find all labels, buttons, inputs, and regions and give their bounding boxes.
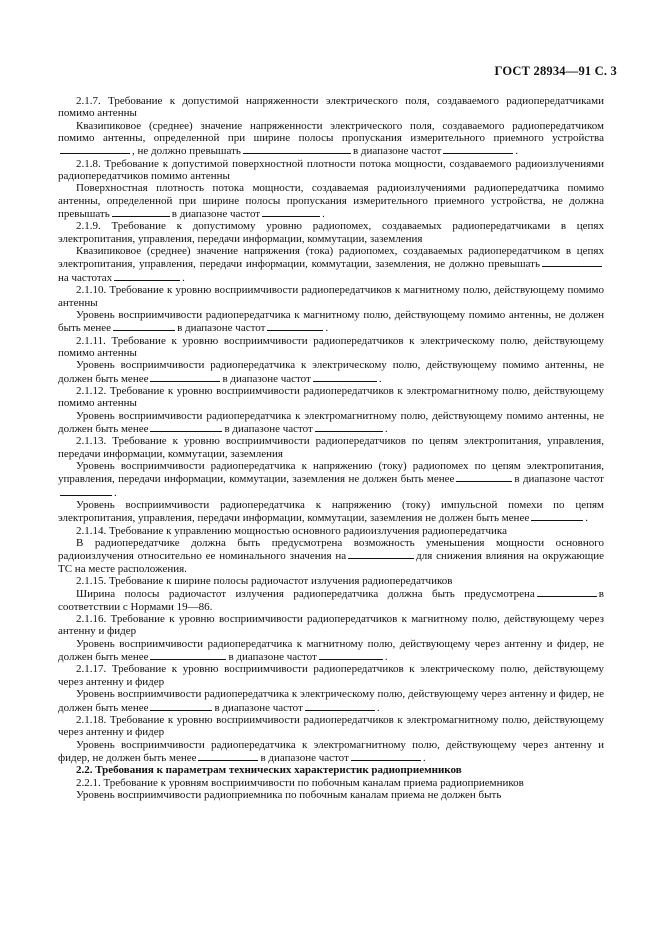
- paragraph: [58, 182, 604, 220]
- paragraph: [58, 220, 604, 245]
- paragraph-text: в диапазоне частот: [222, 372, 311, 385]
- paragraph: [58, 688, 604, 714]
- paragraph-text: .: [376, 701, 380, 714]
- paragraph: [58, 575, 604, 587]
- paragraph-text: 2.1.9. Требование к допустимому уровню радиопомех, создаваемых радиопередатчиками в цепях электропитания, управления, передачи информации, коммутации, заземления: [58, 220, 604, 245]
- paragraph-text: в диапазоне частот: [352, 145, 442, 158]
- paragraph-text: 2.1.8. Требование к допустимой поверхностной плотности потока мощности, создаваемого радиоизлучениями радиопередатчиков помимо антенны: [58, 157, 604, 183]
- paragraph-text: в соответствии с Нормами 19—86.: [58, 588, 604, 613]
- fill-in-blank: [267, 321, 323, 331]
- fill-in-blank: [150, 650, 226, 660]
- paragraph: [58, 410, 604, 436]
- fill-in-blank: [537, 587, 597, 597]
- paragraph: [58, 777, 604, 789]
- paragraph-text: 2.2. Требования к параметрам технических характеристик радиоприемников: [76, 764, 462, 777]
- paragraph-text: Уровень восприимчивости радиопередатчика к напряжению (току) радиопомех по цепям электропитания, управления, передачи информации, коммутации, заземления не должен быть менее: [58, 459, 604, 486]
- paragraph: [58, 714, 604, 739]
- paragraph-text: 2.1.13. Требование к уровню восприимчивости радиопередатчиков по цепям электропитания, управления, передачи информации, коммутации, заземления: [58, 435, 604, 460]
- paragraph-text: Уровень восприимчивости радиопередатчика к напряжению (току) импульсной помехи по цепям электропитания, управления, передачи информации, коммутации, заземления не должен быть менее: [58, 499, 604, 525]
- paragraph-text: 2.1.7. Требование к допустимой напряженности электрического поля, создаваемого радиопередатчиками помимо антенны: [58, 95, 604, 120]
- paragraph-text: 2.1.10. Требование к уровню восприимчивости радиопередатчиков к магнитному полю, действующему помимо антенны: [58, 284, 604, 309]
- paragraph-text: Квазипиковое (среднее) значение напряжения (тока) радиопомех, создаваемых радиопередатчиком в цепях электропитания, управления, передачи информации, коммутации, заземления, не должно превышать: [58, 245, 604, 271]
- paragraph: [58, 385, 604, 410]
- fill-in-blank: [150, 372, 220, 382]
- fill-in-blank: [112, 207, 170, 217]
- paragraph-text: Ширина полосы радиочастот излучения радиопередатчика должна быть предусмотрена: [76, 588, 535, 601]
- paragraph: [58, 663, 604, 688]
- paragraph: [58, 309, 604, 335]
- paragraph: [58, 789, 604, 801]
- paragraph-text: 2.1.11. Требование к уровню восприимчивости радиопередатчиков к электрическому полю, действующему помимо антенны: [58, 334, 604, 359]
- fill-in-blank: [114, 271, 180, 281]
- paragraph-text: .: [384, 651, 388, 664]
- fill-in-blank: [243, 144, 351, 154]
- paragraph: [58, 284, 604, 309]
- paragraph-text: .: [182, 271, 185, 284]
- paragraph-text: Уровень восприимчивости радиопередатчика к электрическому полю, действующему через антенну и фидер, не должен быть менее: [58, 688, 604, 714]
- paragraph-text: на частотах: [58, 271, 113, 284]
- fill-in-blank: [113, 321, 175, 331]
- paragraph-text: 2.1.16. Требование к уровню восприимчивости радиопередатчиков к магнитному полю, действующему через антенну и фидер: [58, 613, 604, 638]
- paragraph-text: в диапазоне частот: [171, 208, 261, 221]
- fill-in-blank: [542, 257, 602, 267]
- paragraph: [58, 638, 604, 664]
- fill-in-blank: [351, 751, 421, 761]
- paragraph-text: .: [422, 751, 426, 764]
- paragraph: [58, 587, 604, 613]
- fill-in-blank: [60, 144, 130, 154]
- paragraph: [58, 359, 604, 385]
- fill-in-blank: [531, 511, 583, 521]
- paragraph-text: 2.1.18. Требование к уровню восприимчивости радиопередатчиков к электромагнитному полю, действующему через антенну и фидер: [58, 713, 604, 739]
- paragraph-text: в диапазоне частот: [228, 651, 317, 664]
- paragraph-text: .: [515, 145, 519, 158]
- fill-in-blank: [150, 422, 222, 432]
- paragraph-text: 2.2.1. Требование к уровням восприимчивости по побочным каналам приема радиоприемников: [76, 776, 524, 789]
- paragraph-text: Уровень восприимчивости радиопередатчика к электрическому полю, действующему помимо антенны, не должен быть менее: [58, 359, 604, 385]
- paragraph-text: Уровень восприимчивости радиопередатчика к магнитному полю, действующему помимо антенны, не должен быть менее: [58, 308, 604, 335]
- fill-in-blank: [262, 207, 320, 217]
- paragraph-text: Уровень восприимчивости радиопередатчика к электромагнитному полю, действующему через антенну и фидер, не должен быть менее: [58, 738, 604, 764]
- paragraph-text: Квазипиковое (среднее) значение напряженности электрического поля, создаваемого радиопередатчиком помимо антенны, определенной при ширине полосы пропускания измерительного приемного устройства: [58, 119, 604, 145]
- paragraph-text: .: [322, 208, 325, 221]
- paragraph-text: в диапазоне частот: [260, 751, 349, 764]
- paragraph-text: 2.1.14. Требование к управлению мощностью основного радиоизлучения радиопередатчика: [76, 524, 507, 537]
- page-header: ГОСТ 28934—91 С. 3: [494, 64, 617, 78]
- paragraph: [58, 613, 604, 638]
- paragraph-text: 2.1.12. Требование к уровню восприимчивости радиопередатчиков к электромагнитному полю, действующему помимо антенны: [58, 384, 604, 410]
- paragraph-text: в диапазоне частот: [177, 322, 266, 335]
- paragraph-text: , не должно превышать: [132, 145, 241, 158]
- paragraph-text: в диапазоне частот: [224, 422, 313, 435]
- paragraph-text: в диапазоне частот: [514, 473, 604, 486]
- paragraph: [58, 499, 604, 525]
- paragraph-text: В радиопередатчике должна быть предусмотрена возможность уменьшения мощности основного радиоизлучения относительно ее номинального значения на: [58, 537, 604, 563]
- paragraph: [58, 158, 604, 183]
- paragraph: [58, 95, 604, 120]
- paragraph-text: .: [114, 486, 117, 499]
- fill-in-blank: [315, 422, 383, 432]
- paragraph: [58, 525, 604, 537]
- paragraph-text: .: [585, 512, 588, 525]
- paragraph-text: .: [384, 422, 388, 435]
- fill-in-blank: [305, 701, 375, 711]
- paragraph-text: для снижения влияния на окружающие ТС на месте расположения.: [58, 550, 604, 575]
- paragraph: [58, 435, 604, 460]
- paragraph-text: 2.1.17. Требование к уровню восприимчивости радиопередатчиков к электрическому полю, действующему через антенну и фидер: [58, 663, 604, 688]
- fill-in-blank: [443, 144, 513, 154]
- paragraph-text: Уровень восприимчивости радиоприемника по побочным каналам приема не должен быть: [76, 788, 502, 801]
- paragraph-text: .: [378, 372, 382, 385]
- paragraph-text: Поверхностная плотность потока мощности, создаваемая радиоизлучениями радиопередатчика помимо антенны, определенной при ширине полосы пропускания измерительного приемного устройства, не должна превышать: [58, 182, 604, 221]
- paragraph: [58, 764, 604, 776]
- fill-in-blank: [313, 372, 377, 382]
- fill-in-blank: [150, 701, 212, 711]
- fill-in-blank: [456, 472, 512, 482]
- paragraph-text: 2.1.15. Требование к ширине полосы радиочастот излучения радиопередатчиков: [76, 575, 453, 588]
- fill-in-blank: [60, 486, 112, 496]
- paragraph-text: Уровень восприимчивости радиопередатчика к электромагнитному полю, действующему помимо антенны, не должен быть менее: [58, 409, 604, 435]
- paragraph: [58, 537, 604, 575]
- paragraph: [58, 245, 604, 284]
- paragraph-text: в диапазоне частот: [214, 701, 303, 714]
- document-body: [58, 95, 604, 801]
- fill-in-blank: [198, 751, 258, 761]
- paragraph-text: .: [325, 322, 329, 335]
- paragraph: [58, 335, 604, 360]
- paragraph-text: Уровень восприимчивости радиопередатчика к магнитному полю, действующему через антенну и фидер, не должен быть менее: [58, 637, 604, 664]
- fill-in-blank: [348, 549, 414, 559]
- paragraph: [58, 120, 604, 158]
- paragraph: [58, 460, 604, 499]
- fill-in-blank: [319, 650, 383, 660]
- paragraph: [58, 739, 604, 765]
